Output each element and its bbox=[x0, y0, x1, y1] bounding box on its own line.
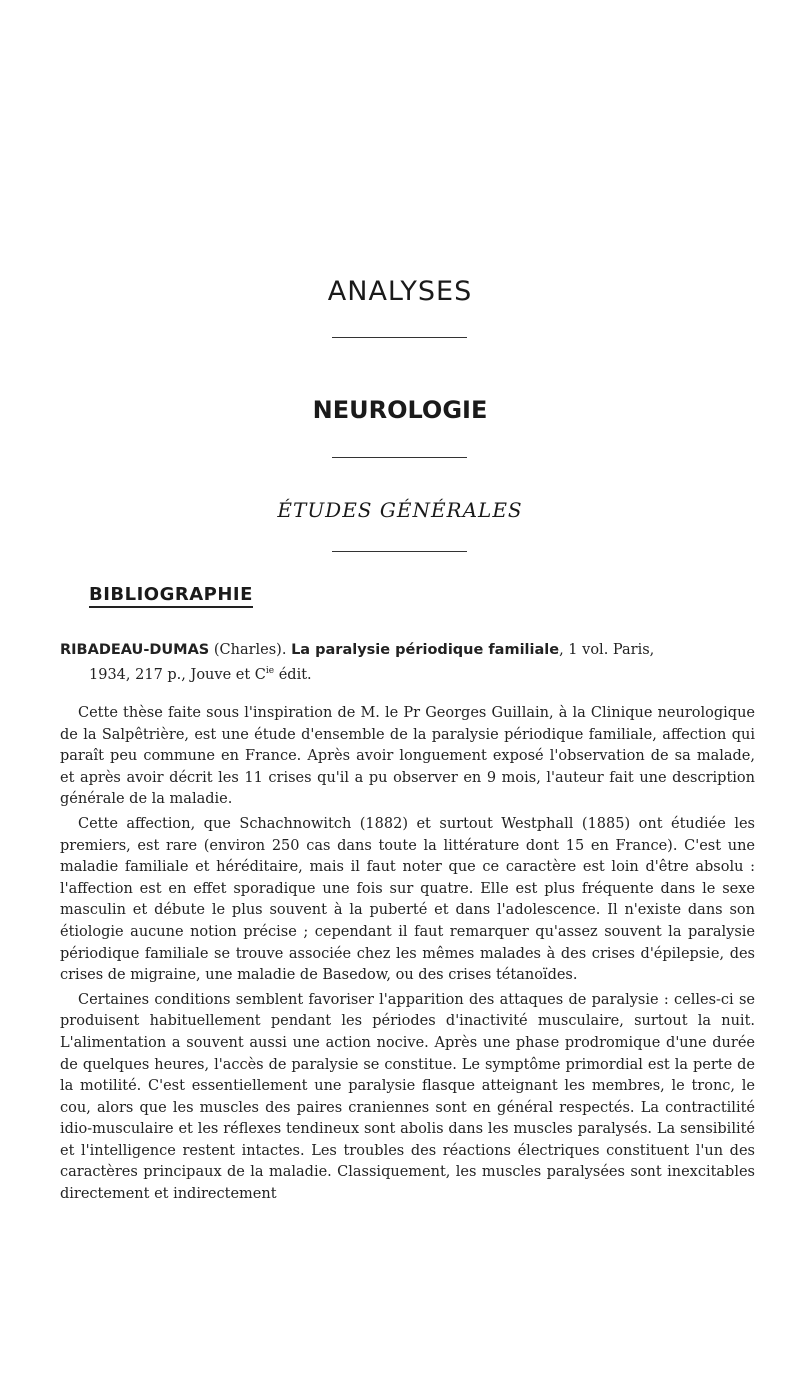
reference-publication: 1934, 217 p., Jouve et C bbox=[89, 666, 266, 683]
bibliographic-reference bbox=[60, 640, 755, 686]
bibliographie-heading: BIBLIOGRAPHIE bbox=[89, 584, 253, 608]
section-heading-neurologie: NEUROLOGIE bbox=[312, 396, 488, 424]
divider-rule bbox=[332, 337, 467, 338]
divider-rule bbox=[332, 457, 467, 458]
reference-edition: édit. bbox=[274, 666, 312, 683]
reference-author: RIBADEAU-DUMAS bbox=[60, 642, 210, 658]
paragraph: Certaines conditions semblent favoriser l'apparition des attaques de paralysie : celles-ci se produisent habituellement pendant les périodes d'inactivité musculaire, surtout la nuit. L'alimentation a souvent aussi une action nocive. Après une phase prodromique d'une durée de quelques heures, l'accès de paralysie se constitue. Le symptôme primordial est la perte de la motilité. C'est essentiellement une paralysie flasque atteignant les membres, le tronc, le cou, alors que les muscles des paires craniennes sont en général respectés. La contractilité idio-musculaire et les réflexes tendineux sont abolis dans les muscles paralysés. La sensibilité et l'intelligence restent intactes. Les troubles des réactions électriques constituent l'un des caractères principaux de la maladie. Classiquement, les muscles paralysées sont inexcitables directement et indirectement bbox=[60, 991, 755, 1203]
section-heading-analyses: ANALYSES bbox=[327, 276, 473, 307]
reference-details: , 1 vol. Paris, bbox=[559, 642, 655, 658]
divider-rule bbox=[332, 551, 467, 552]
paragraph: Cette thèse faite sous l'inspiration de M. le Pr Georges Guillain, à la Clinique neurologique de la Salpêtrière, est une étude d'ensemble de la paralysie périodique familiale, affection qui paraît peu commune en France. Après avoir longuement exposé l'observation de sa malade, et après avoir décrit les 11 crises qu'il a pu observer en 9 mois, l'auteur fait une description générale de la maladie. bbox=[60, 705, 755, 808]
reference-superscript: ie bbox=[265, 666, 275, 676]
paragraph: Cette affection, que Schachnowitch (1882) et surtout Westphall (1885) ont étudiée les premiers, est rare (environ 250 cas dans toute la littérature dont 15 en France). C'est une maladie familiale et héréditaire, mais il faut noter que ce caractère est loin d'être absolu : l'affection est en effet sporadique une fois sur quatre. Elle est plus fréquente dans le sexe masculin et débute le plus souvent à la puberté et dans l'adolescence. Il n'existe dans son étiologie aucune notion précise ; cependant il faut remarquer qu'assez souvent la paralysie périodique familiale se trouve associée chez les mêmes malades à des crises d'épilepsie, des crises de migraine, une maladie de Basedow, ou des crises tétanoïdes. bbox=[60, 815, 755, 984]
reference-title: La paralysie périodique familiale bbox=[291, 642, 560, 658]
subsection-heading-etudes: ÉTUDES GÉNÉRALES bbox=[277, 498, 523, 522]
article-body bbox=[60, 703, 755, 1209]
reference-author-firstname: (Charles). bbox=[209, 642, 292, 658]
